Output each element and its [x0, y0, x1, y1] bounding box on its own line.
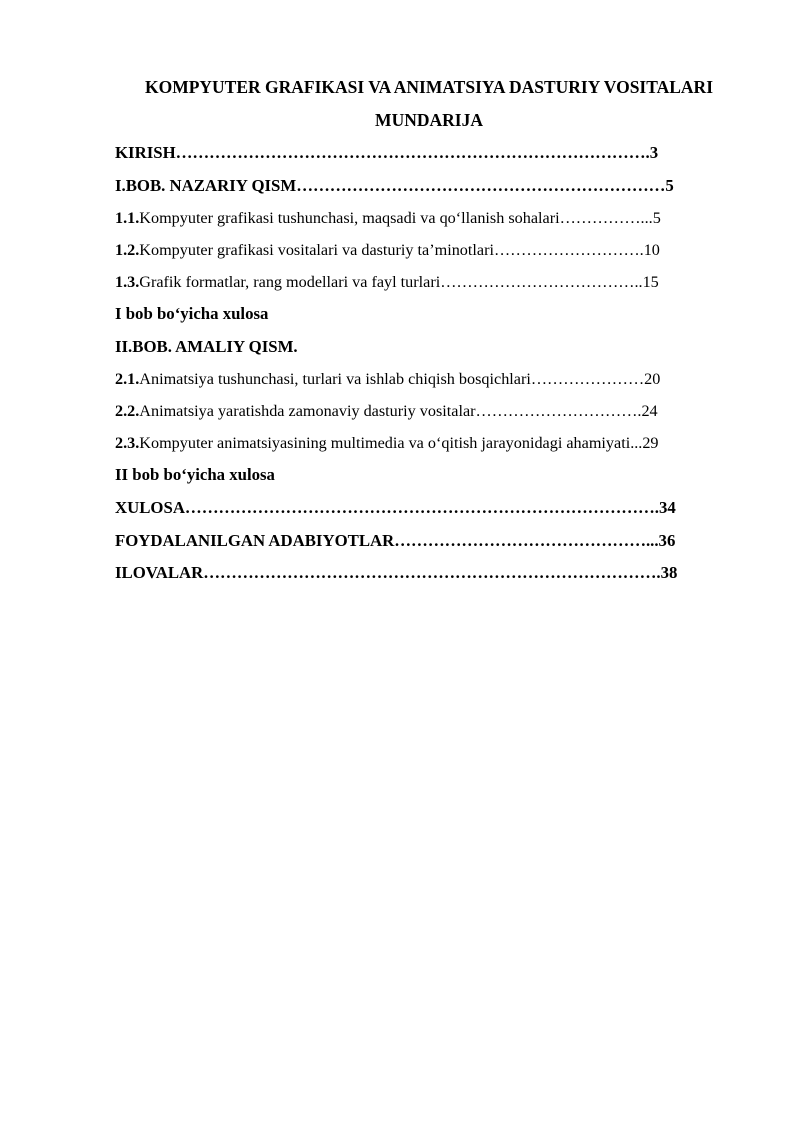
toc-entry-text: Kompyuter animatsiyasining multimedia va o‘qitish jarayonidagi ahamiyati...29 [139, 434, 659, 452]
toc-entry-text: Animatsiya yaratishda zamonaviy dasturiy vositalar………………………….24 [139, 402, 658, 420]
toc-entry-1-2 [115, 240, 743, 260]
toc-entry-xulosa: XULOSA………………………………………………………………………….34 [115, 498, 676, 517]
toc-entry-number: 2.1. [115, 370, 140, 388]
toc-entry-text: Kompyuter grafikasi vositalari va dasturiy ta’minotlari……………………….10 [139, 241, 660, 259]
toc-entry-text: Animatsiya tushunchasi, turlari va ishlab chiqish bosqichlari…………………20 [139, 370, 661, 388]
toc-entry-text: Grafik formatlar, rang modellari va fayl turlari………………………………..15 [139, 273, 659, 291]
toc-entry-number: 1.3. [115, 273, 140, 291]
toc-entry-chapter-1-summary: I bob bo‘yicha xulosa [115, 304, 269, 323]
toc-entry-chapter-2: II.BOB. AMALIY QISM. [115, 337, 298, 356]
contents-heading: MUNDARIJA [375, 110, 483, 130]
toc-entry-references: FOYDALANILGAN ADABIYOTLAR………………………………………...36 [115, 531, 676, 550]
toc-entry-2-2 [115, 401, 743, 421]
toc-entry-1-1 [115, 208, 743, 228]
toc-entry-number: 1.1. [115, 209, 140, 227]
toc-entry-2-1 [115, 369, 743, 389]
toc-entry-chapter-2-summary: II bob bo‘yicha xulosa [115, 465, 275, 484]
toc-entry-chapter-1: I.BOB. NAZARIY QISM…………………………………………………………5 [115, 176, 674, 195]
toc-entry-number: 2.2. [115, 402, 140, 420]
toc-entry-number: 2.3. [115, 434, 140, 452]
toc-entry-number: 1.2. [115, 241, 140, 259]
toc-entry-appendices: ILOVALAR……………………………………………………………………….38 [115, 563, 678, 582]
toc-entry-kirish: KIRISH………………………………………………………………………….3 [115, 143, 659, 162]
toc-entry-2-3 [115, 433, 743, 453]
toc-entry-1-3 [115, 272, 743, 292]
document-title: KOMPYUTER GRAFIKASI VA ANIMATSIYA DASTURIY VOSITALARI [144, 77, 714, 97]
toc-entry-text: Kompyuter grafikasi tushunchasi, maqsadi va qo‘llanish sohalari……………...5 [139, 209, 661, 227]
